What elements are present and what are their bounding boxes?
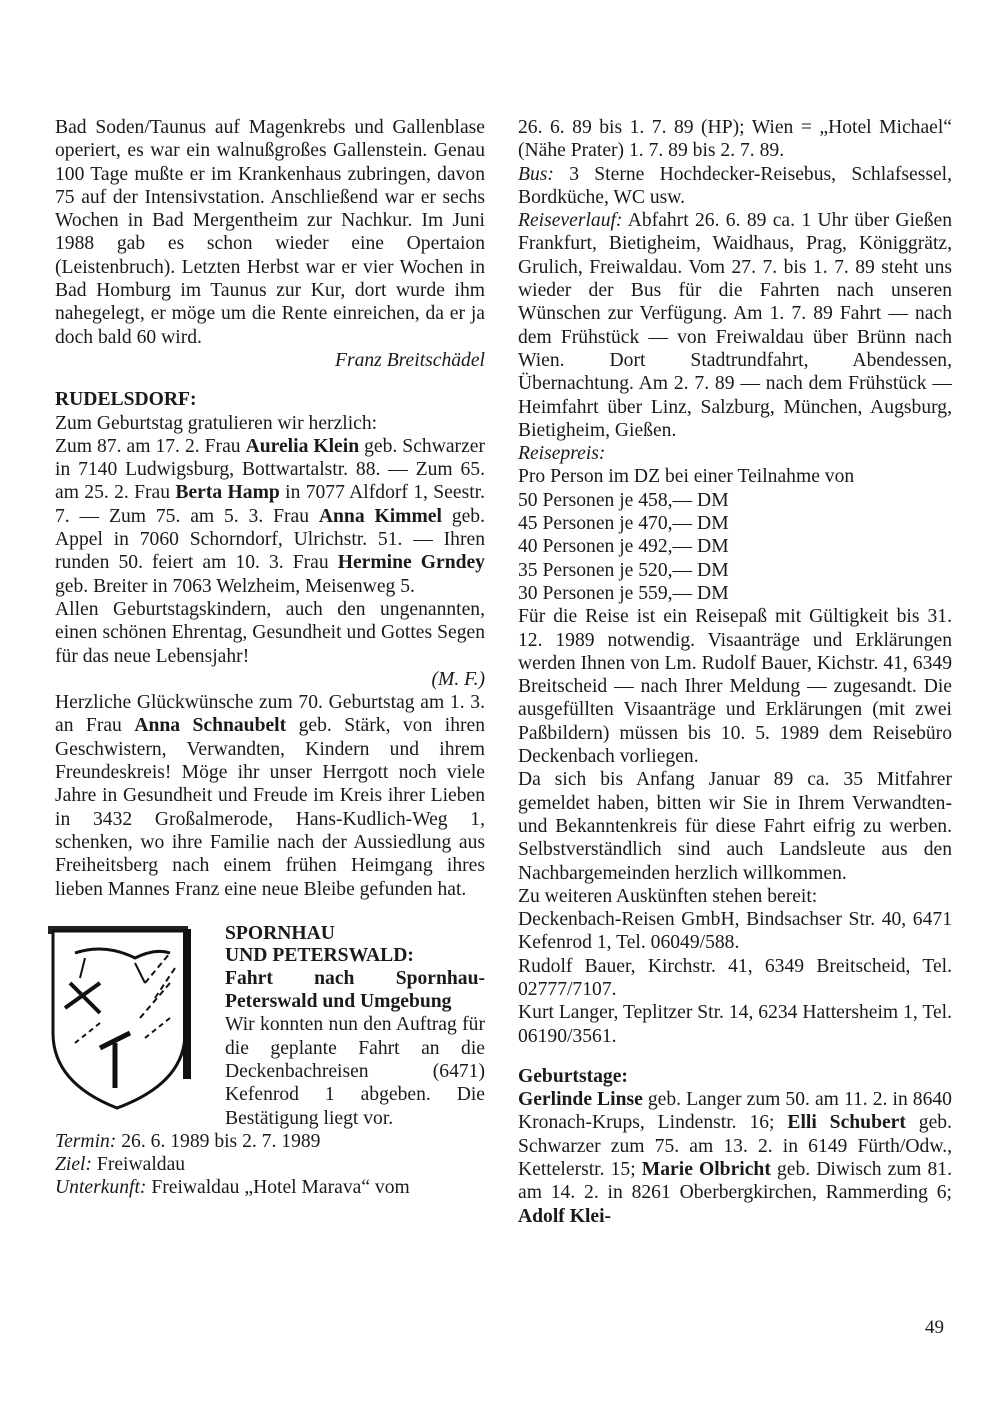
contact-line: Kurt Langer, Teplitzer Str. 14, 6234 Hattersheim 1, Tel. 06190/3561. <box>518 1002 952 1047</box>
spornhau-section <box>55 923 485 1200</box>
paragraph: Allen Geburtstagskindern, auch den ungenannten, einen schönen Ehrentag, Gesundheit und Gottes Segen für das neue Lebensjahr! <box>55 598 485 667</box>
price-intro: Pro Person im DZ bei einer Teilnahme von <box>518 466 855 488</box>
section-heading-peterswald: UND PETERSWALD: <box>225 944 414 966</box>
price-label: Reisepreis: <box>518 443 606 465</box>
person-name: Gerlinde Linse <box>518 1089 643 1111</box>
unterkunft-line: Unterkunft: Freiwaldau „Hotel Marava“ vom <box>55 1177 410 1199</box>
paragraph: 26. 6. 89 bis 1. 7. 89 (HP); Wien = „Hotel Michael“ (Nähe Prater) 1. 7. 89 bis 2. 7. 89. <box>518 117 952 162</box>
price-line: 45 Personen je 470,— DM <box>518 513 729 535</box>
bus-line: Bus: 3 Sterne Hochdecker-Reisebus, Schlafsessel, Bordküche, WC usw. <box>518 163 952 208</box>
ziel-line: Ziel: Freiwaldau <box>55 1154 186 1176</box>
person-name: Anna Kimmel <box>318 505 442 527</box>
price-line: 30 Personen je 559,— DM <box>518 582 729 604</box>
price-line: 40 Personen je 492,— DM <box>518 536 729 558</box>
section-heading-geburtstage: Geburtstage: <box>518 1065 628 1087</box>
person-name: Marie Olbricht <box>641 1159 771 1181</box>
person-name: Anna Schnaubelt <box>134 715 287 737</box>
price-line: 50 Personen je 458,— DM <box>518 489 729 511</box>
signature: Franz Breitschädel <box>334 349 485 371</box>
paragraph: Wir konnten nun den Auftrag für die geplante Fahrt an die Deckenbachreisen (6471) Kefenrod 1 abgeben. Die Bestätigung liegt vor. <box>225 1014 485 1129</box>
person-name: Hermine Grndey <box>337 552 485 574</box>
paragraph: Zum Geburtstag gratulieren wir herzlich: <box>55 412 378 434</box>
person-name: Elli Schubert <box>787 1112 906 1134</box>
itinerary-paragraph: Reiseverlauf: Abfahrt 26. 6. 89 ca. 1 Uhr über Gießen Frankfurt, Bietigheim, Waidhaus, Prag, Königgrätz, Grulich, Freiwaldau. Vom 27. 7. bis 1. 7. 89 steht uns wieder der Bus für die Fahrten nach unseren Wünschen zur Verfügung. Am 1. 7. 89 Fahrt — nach dem Frühstück — von Freiwaldau über Brünn nach Wien. Dort Stadtrundfahrt, Abendessen, Übernachtung. Am 2. 7. 89 — nach dem Frühstück — Heimfahrt über Linz, Salzburg, München, Augsburg, Bietigheim, Gießen. <box>518 210 952 441</box>
termin-line: Termin: 26. 6. 1989 bis 2. 7. 1989 <box>55 1130 321 1152</box>
person-name: Adolf Klei- <box>518 1205 612 1227</box>
section-subheading: Fahrt nach Spornhau-Peterswald und Umgebung <box>225 967 485 1013</box>
right-column <box>518 116 952 1228</box>
congrats-paragraph: Herzliche Glückwünsche zum 70. Geburtstag am 1. 3. an Frau Anna Schnaubelt geb. Stärk, von ihren Geschwistern, Verwandten, Kindern und ihrem Freundeskreis! Möge ihr unser Herrgott noch viele Jahre in Gesundheit und Freude im Kreis ihrer Lieben in 3432 Großalmerode, Hans-Kudlich-Weg 1, schenken, wo ihre Familie nach der Aussiedlung aus Freiheitsberg nach einem frühen Heimgang ihres lieben Mannes Franz eine neue Bleibe gefunden hat. <box>55 692 486 900</box>
price-line: 35 Personen je 520,— DM <box>518 559 729 581</box>
paragraph: Bad Soden/Taunus auf Magenkrebs und Gallenblase operiert, es war ein walnußgroßes Gallenstein. Genau 100 Tage mußte er im Krankenhaus zubringen, davon 75 auf der Intensivstation. Anschließend war er sechs Wochen in Bad Mergentheim zur Nachkur. Im Juni 1988 gab es schon wieder eine Opertaion (Leistenbruch). Letzten Herbst war er vier Wochen in Bad Homburg im Taunus zur Kur, dort wurde ihm nahegelegt, er möge um die Rente einreichen, da er ja doch bald 60 wird. <box>55 117 485 348</box>
contact-line: Rudolf Bauer, Kirchstr. 41, 6349 Breitscheid, Tel. 02777/7107. <box>518 955 952 1000</box>
birthday-paragraph: Zum 87. am 17. 2. Frau Aurelia Klein geb. Schwarzer in 7140 Ludwigsburg, Bottwartalstr. 88. — Zum 65. am 25. 2. Frau Berta Hamp in 7077 Alfdorf 1, Seestr. 7. — Zum 75. am 5. 3. Frau Anna Kimmel geb. Appel in 7060 Schorndorf, Ulrichstr. 51. — Ihren runden 50. feiert am 10. 3. Frau Hermine Grndey geb. Breiter in 7063 Welzheim, Meisenweg 5. <box>55 435 486 597</box>
coat-of-arms-image <box>45 923 201 1113</box>
paragraph: Für die Reise ist ein Reisepaß mit Gültigkeit bis 31. 12. 1989 notwendig. Visaanträge und Erklärungen werden Ihnen von Lm. Rudolf Bauer, Kichstr. 41, 6349 Breitscheid — nach Ihrer Meldung — zugesandt. Die ausgefüllten Visaanträge und Erklärungen (mit zwei Paßbildern) müssen bis 10. 5. 1989 dem Reisebüro Deckenbach vorliegen. <box>518 606 952 768</box>
paragraph: Zu weiteren Auskünften stehen bereit: <box>518 885 818 907</box>
paragraph: Da sich bis Anfang Januar 89 ca. 35 Mitfahrer gemeldet haben, bitten wir Sie in Ihrem Verwandten- und Bekanntenkreis für diese Fahrt eifrig zu werben. Selbstverständlich sind auch Landsleute aus den Nachbargemeinden herzlich willkommen. <box>518 769 952 884</box>
contact-line: Deckenbach-Reisen GmbH, Bindsachser Str. 40, 6471 Kefenrod 1, Tel. 06049/588. <box>518 909 952 954</box>
signature: (M. F.) <box>431 668 485 690</box>
section-heading-spornhau: SPORNHAU <box>225 922 335 944</box>
person-name: Berta Hamp <box>175 482 280 504</box>
person-name: Aurelia Klein <box>245 435 360 457</box>
left-column <box>55 116 485 1200</box>
page-number: 49 <box>925 1317 944 1338</box>
section-heading-rudelsdorf: RUDELSDORF: <box>55 389 197 411</box>
birthday-paragraph: Gerlinde Linse geb. Langer zum 50. am 11. 2. in 8640 Kronach-Krups, Lindenstr. 16; Elli Schubert geb. Schwarzer zum 75. am 13. 2. in 6149 Fürth/Odw., Kettelerstr. 15; Marie Olbricht geb. Diwisch zum 81. am 14. 2. in 8261 Oberbergkirchen, Rammerding 6; Adolf Klei- <box>518 1089 952 1227</box>
